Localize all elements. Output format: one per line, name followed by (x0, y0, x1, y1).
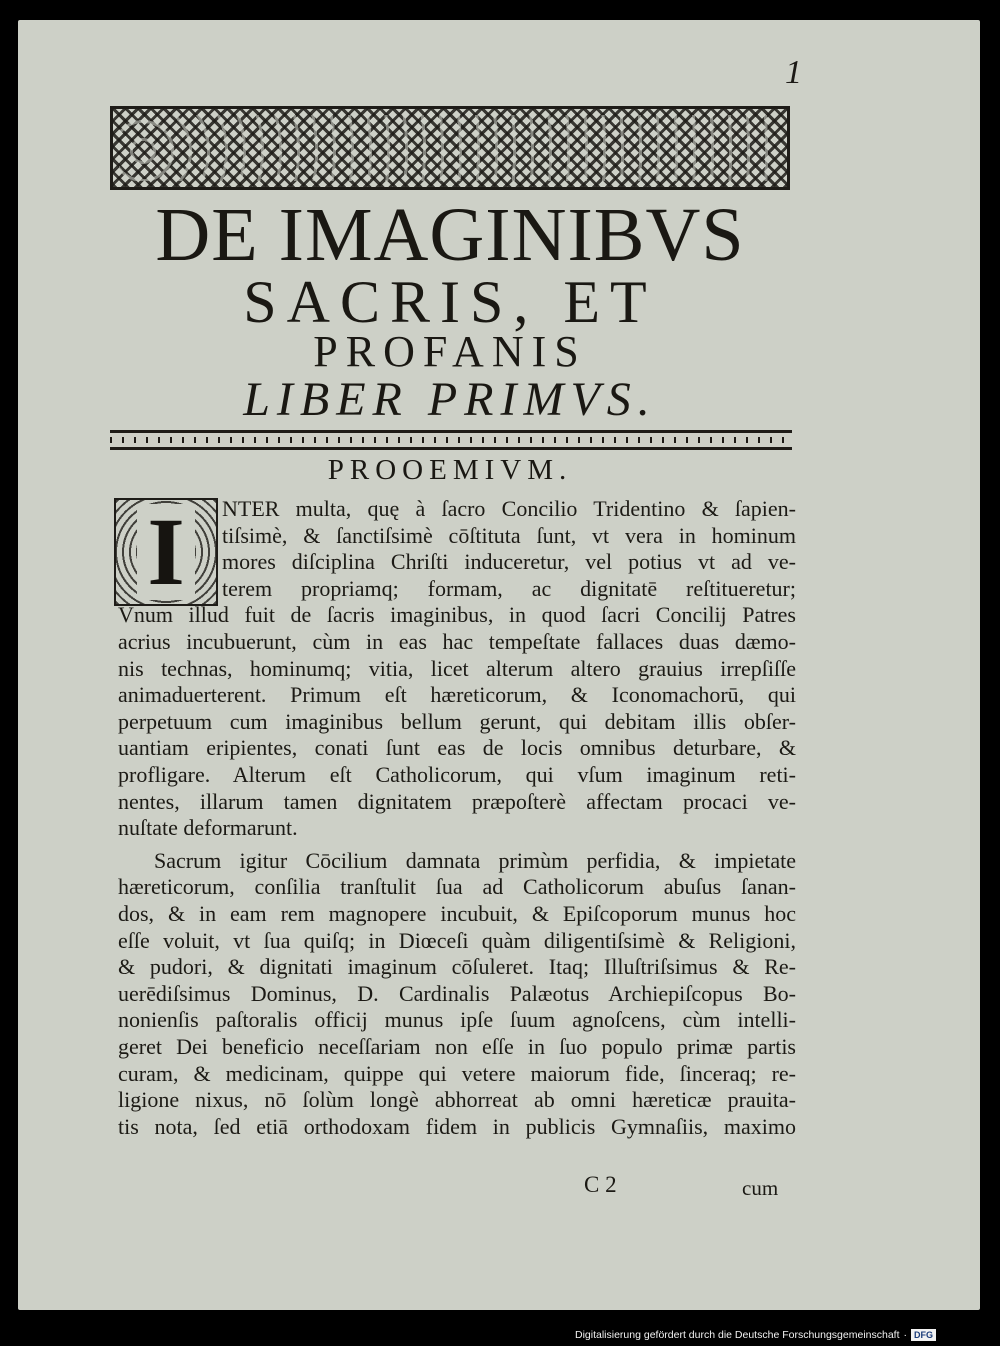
section-heading: PROOEMIVM. (327, 454, 573, 486)
text-line: perpetuum cum imaginibus bellum gerunt, qui debitam illis obſer- (118, 708, 796, 734)
title-line-3: PROFANIS (313, 327, 587, 376)
credit-text: Digitalisierung gefördert durch die Deutsche Forschungsgemeinschaft (575, 1329, 900, 1341)
text-line: Sacrum igitur Cōcilium damnata primùm perfidia, & impietate (154, 847, 796, 873)
text-line: nuſtate deformarunt. (118, 815, 298, 841)
text-line: curam, & medicinam, quippe qui vetere maiorum fide, ſinceraq; re- (118, 1060, 796, 1086)
drop-cap-letter: I (137, 504, 194, 600)
text-line: nentes, illarum tamen dignitatem præpoſterè affectam procaci ve- (118, 788, 796, 814)
text-line: acrius incubuerunt, cùm in eas hac tempeſtate fallaces duas dæmo- (118, 629, 796, 654)
text-line: mores diſciplina Chriſti induceretur, vel potius vt ad ve- (222, 549, 796, 575)
text-line: nis technas, hominumq; vitia, licet alterum altero grauius irrepſiſſe (118, 655, 796, 681)
title-line-4: LIBER PRIMVS. (243, 373, 657, 426)
title-line-2: SACRIS, ET (243, 269, 657, 335)
title-line-1: DE IMAGINIBVS (155, 193, 745, 277)
text-line: NTER multa, quę à ſacro Concilio Tridentino & ſapien- (222, 496, 796, 521)
text-line: nonienſis paſtoralis officij munus ipſe ſuum agnoſcens, cùm intelli- (118, 1007, 796, 1033)
text-line: eſſe voluit, vt ſua quiſq; in Diœceſi quàm diligentiſsimè & Religioni, (118, 927, 796, 953)
body-text (18, 20, 980, 1310)
digitization-credit: Digitalisierung gefördert durch die Deutsche Forschungsgemeinschaft · DFG (575, 1326, 936, 1344)
text-line: tis nota, ſed etiā orthodoxam fidem in publicis Gymnaſiis, maximo (118, 1113, 796, 1139)
page-number: 1 (785, 54, 802, 91)
book-page (18, 20, 980, 1310)
text-line: ligione nixus, nō ſolùm longè abhorreat ab omni hæreticæ prauita- (118, 1087, 796, 1113)
text-line: uantiam eripientes, conati ſunt eas de locis omnibus deturbare, & (118, 735, 796, 761)
text-line: dos, & in eam rem magnopere incubuit, & Epiſcoporum munus hoc (118, 901, 796, 926)
text-line: hæreticorum, conſilia tranſtulit ſua ad Catholicorum abuſus ſanan- (118, 874, 796, 900)
text-line: uerēdiſsimus Dominus, D. Cardinalis Palæotus Archiepiſcopus Bo- (118, 980, 796, 1006)
text-line: Vnum illud fuit de ſacris imaginibus, in quod ſacri Concilij Patres (118, 602, 796, 628)
text-line: tiſsimè, & ſanctiſsimè cōſtituta ſunt, vt vera in hominum (222, 522, 796, 548)
text-line: terem propriamq; formam, ac dignitatē reſtitueretur; (222, 575, 796, 601)
text-line: animaduerterent. Primum eſt hæreticorum, & Iconomachorū, qui (118, 682, 796, 708)
text-line: profligare. Alterum eſt Catholicorum, qui vſum imaginum reti- (118, 762, 796, 787)
dfg-logo: DFG (911, 1329, 936, 1341)
catchword: cum (742, 1176, 779, 1200)
signature-mark: C 2 (584, 1172, 617, 1197)
text-line: geret Dei beneficio neceſſariam non eſſe in ſuo populo primæ partis (118, 1034, 796, 1059)
text-line: & pudori, & dignitati imaginum cōſuleret. Itaq; Illuſtriſsimus & Re- (118, 954, 796, 980)
